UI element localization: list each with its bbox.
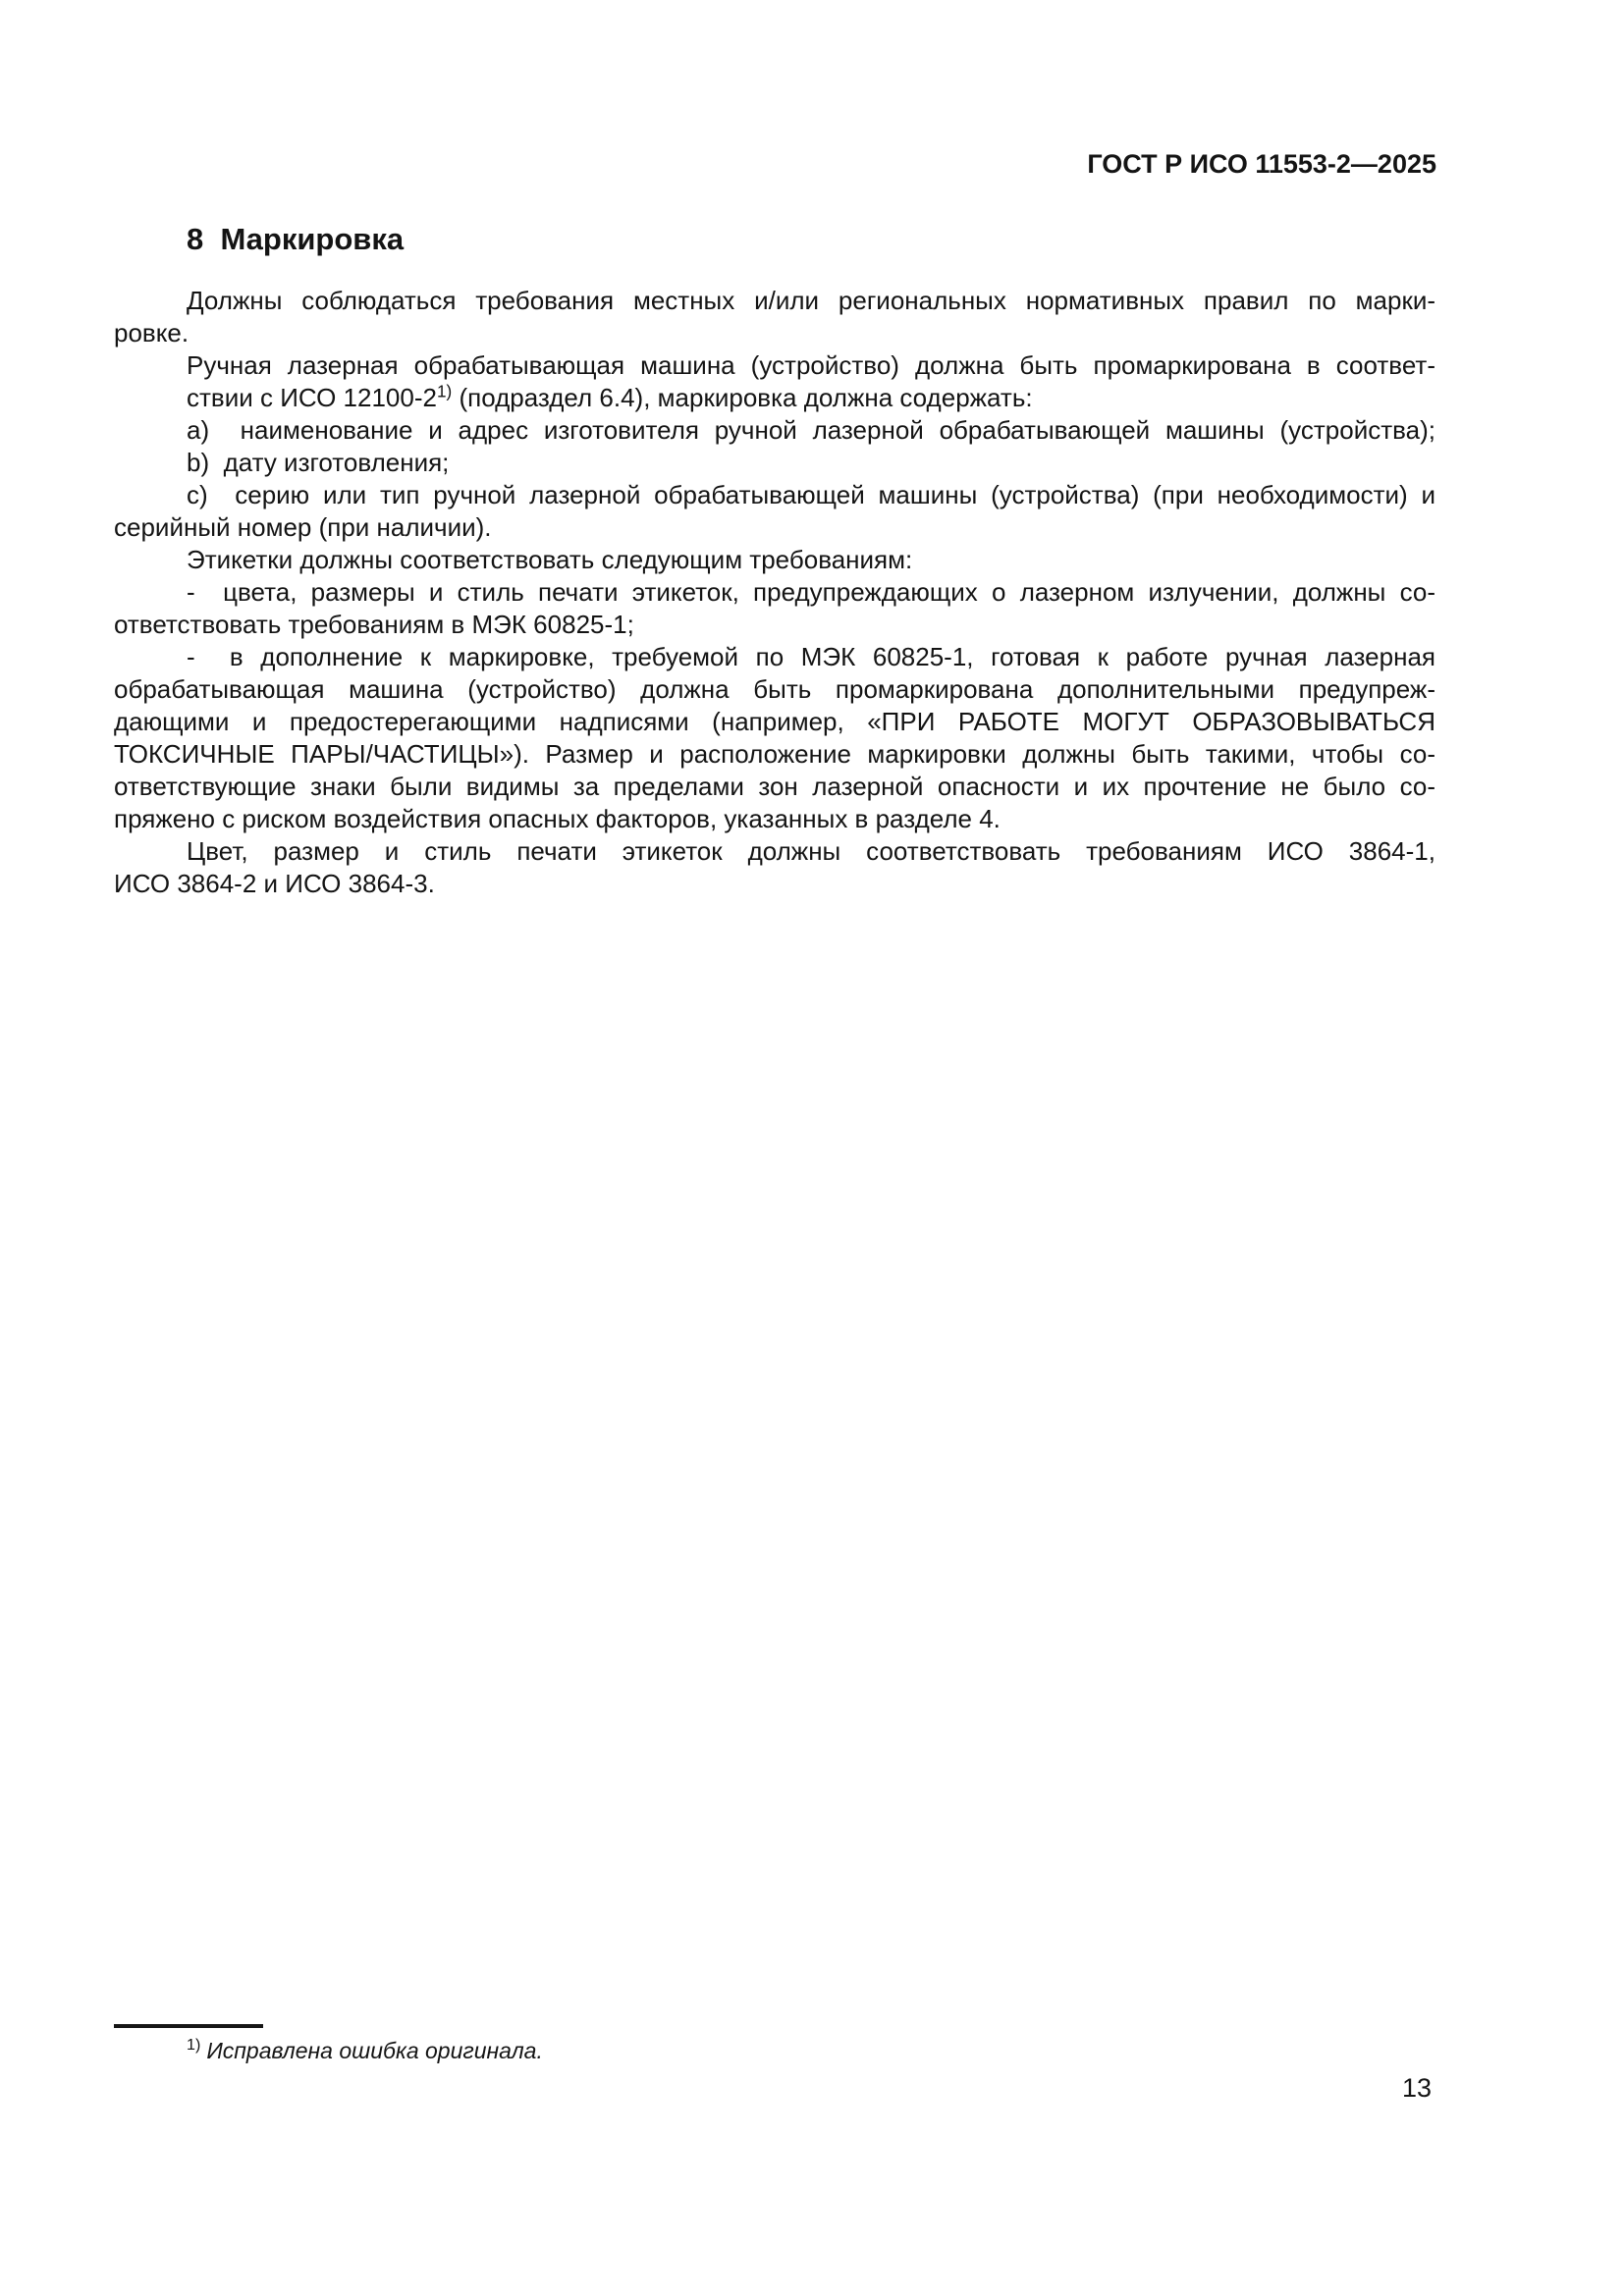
document-body: [114, 285, 1435, 900]
paragraph-line: Этикетки должны соответствовать следующим требованиям:: [187, 545, 913, 574]
dash-item-line: - цвета, размеры и стиль печати этикеток, предупреждающих о лазерном излучении, должны со-: [187, 577, 1435, 607]
list-item-c-continuation: серийный номер (при наличии).: [114, 512, 492, 542]
dash-item-line: ответствующие знаки были видимы за пределами зон лазерной опасности и их прочтение не было со-: [114, 772, 1435, 801]
list-item-b: b) дату изготовления;: [187, 448, 450, 477]
paragraph-line: [114, 382, 1435, 414]
dash-item-line: ответствовать требованиям в МЭК 60825-1;: [114, 610, 634, 639]
standard-designation-header: ГОСТ Р ИСО 11553-2—2025: [1087, 149, 1436, 179]
footnote: [187, 2038, 543, 2064]
paragraph-line: Должны соблюдаться требования местных и/или региональных нормативных правил по марки-: [187, 286, 1435, 315]
list-item-a: a) наименование и адрес изготовителя ручной лазерной обрабатывающей машины (устройства);: [187, 415, 1435, 445]
section-heading: 8 Маркировка: [187, 222, 405, 256]
dash-item-line: дающими и предостерегающими надписями (например, «ПРИ РАБОТЕ МОГУТ ОБРАЗОВЫВАТЬСЯ: [114, 707, 1435, 736]
dash-item-line: пряжено с риском воздействия опасных факторов, указанных в разделе 4.: [114, 804, 1001, 833]
paragraph-line: Ручная лазерная обрабатывающая машина (устройство) должна быть промаркирована в соответ-: [187, 350, 1435, 380]
footnote-text: Исправлена ошибка оригинала.: [206, 2038, 543, 2063]
paragraph-text: ствии с ИСО 12100-2: [187, 383, 437, 412]
footnote-marker: 1): [187, 2036, 201, 2055]
dash-item-line: - в дополнение к маркировке, требуемой по МЭК 60825-1, готовая к работе ручная лазерная: [187, 642, 1435, 671]
paragraph-line: ИСО 3864-2 и ИСО 3864-3.: [114, 869, 435, 898]
dash-item-line: ТОКСИЧНЫЕ ПАРЫ/ЧАСТИЦЫ»). Размер и расположение маркировки должны быть такими, чтобы со-: [114, 739, 1435, 769]
footnote-reference-superscript: 1): [436, 381, 453, 401]
list-item-c: c) серию или тип ручной лазерной обрабатывающей машины (устройства) (при необходимости) и: [187, 480, 1435, 509]
footnote-rule: [114, 2024, 263, 2028]
paragraph-text: (подраздел 6.4), маркировка должна содержать:: [452, 383, 1033, 412]
paragraph-line: ровке.: [114, 318, 189, 347]
dash-item-line: обрабатывающая машина (устройство) должна быть промаркирована дополнительными предупреж-: [114, 674, 1435, 704]
page-number: 13: [1401, 2073, 1432, 2103]
paragraph-line: Цвет, размер и стиль печати этикеток должны соответствовать требованиям ИСО 3864-1,: [187, 836, 1435, 866]
